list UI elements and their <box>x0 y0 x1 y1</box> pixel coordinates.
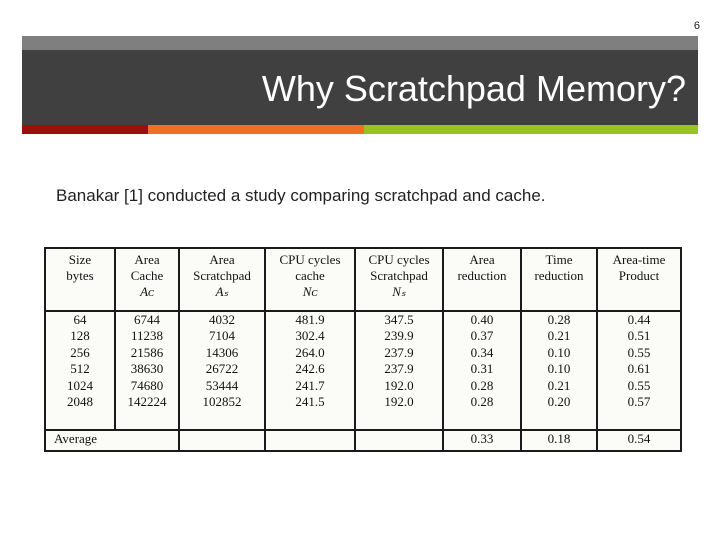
title-bar <box>22 50 698 125</box>
header-area-scratchpad: Area Scratchpad Aₛ <box>179 248 265 311</box>
accent-segment-green <box>364 125 698 134</box>
comparison-table-image <box>44 247 680 452</box>
average-empty-cell <box>179 430 265 451</box>
average-label: Average <box>45 430 179 451</box>
header-area-time-product: Area-time Product <box>597 248 681 311</box>
average-area-reduction: 0.33 <box>443 430 521 451</box>
header-size: Size bytes <box>45 248 115 311</box>
column-area-scratchpad: 4032 7104 14306 26722 53444 102852 <box>179 311 265 430</box>
average-time-reduction: 0.18 <box>521 430 597 451</box>
body-text: Banakar [1] conducted a study comparing scratchpad and cache. <box>56 186 546 205</box>
page-number: 6 <box>693 20 700 32</box>
average-empty-cell <box>265 430 355 451</box>
column-area-time-product: 0.44 0.51 0.55 0.61 0.55 0.57 <box>597 311 681 430</box>
header-area-cache: Area Cache Aᴄ <box>115 248 179 311</box>
comparison-table <box>44 247 682 452</box>
header-area-reduction: Area reduction <box>443 248 521 311</box>
accent-segment-red <box>22 125 148 134</box>
average-empty-cell <box>355 430 443 451</box>
slide-title: Why Scratchpad Memory? <box>261 68 686 109</box>
table-average-row <box>45 430 681 451</box>
header-time-reduction: Time reduction <box>521 248 597 311</box>
table-data-row <box>45 311 681 430</box>
column-cpu-cycles-cache: 481.9 302.4 264.0 242.6 241.7 241.5 <box>265 311 355 430</box>
header-cpu-cycles-scratchpad: CPU cycles Scratchpad Nₛ <box>355 248 443 311</box>
table-header-row <box>45 248 681 311</box>
column-time-reduction: 0.28 0.21 0.10 0.10 0.21 0.20 <box>521 311 597 430</box>
header-cpu-cycles-cache: CPU cycles cache Nᴄ <box>265 248 355 311</box>
column-area-reduction: 0.40 0.37 0.34 0.31 0.28 0.28 <box>443 311 521 430</box>
top-strip <box>22 36 698 50</box>
column-area-cache: 6744 11238 21586 38630 74680 142224 <box>115 311 179 430</box>
column-size: 64 128 256 512 1024 2048 <box>45 311 115 430</box>
average-area-time-product: 0.54 <box>597 430 681 451</box>
accent-segment-orange <box>148 125 364 134</box>
accent-bar <box>22 125 698 134</box>
column-cpu-cycles-scratchpad: 347.5 239.9 237.9 237.9 192.0 192.0 <box>355 311 443 430</box>
